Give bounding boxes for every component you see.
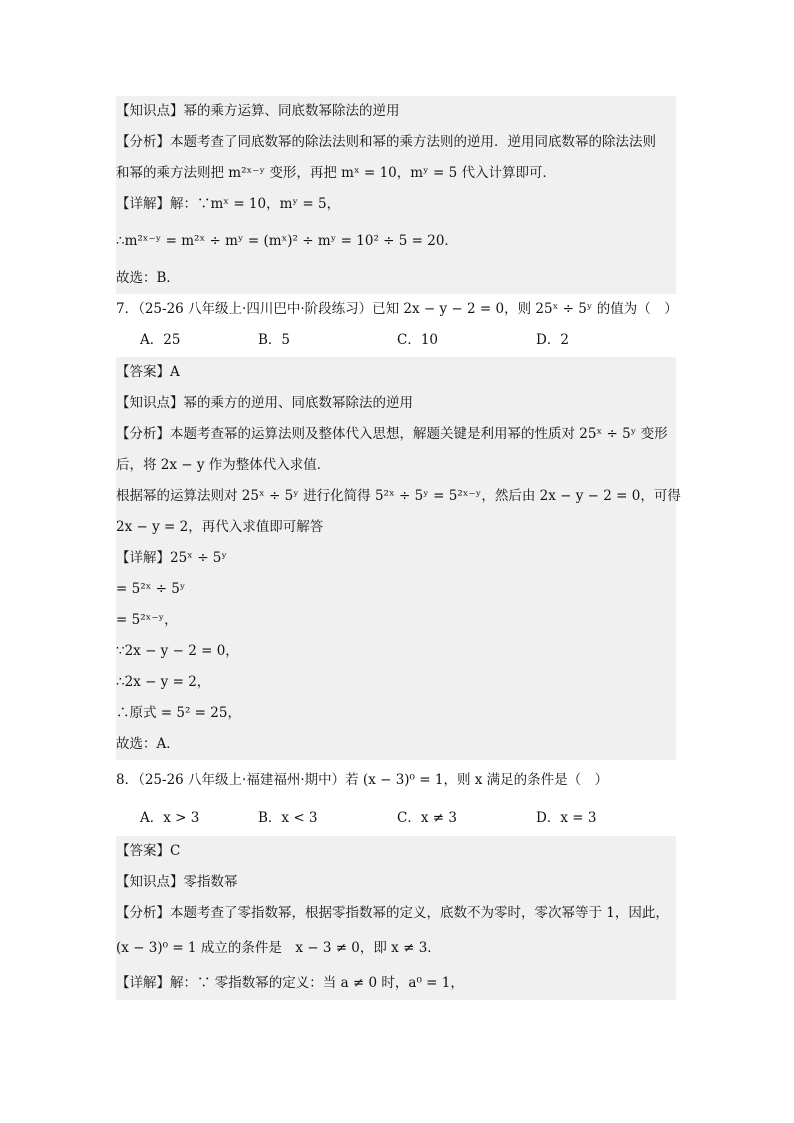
solution-line: 【详解】解：∵ 零指数幂的定义：当 a ≠ 0 时，a⁰ = 1， (116, 967, 676, 1000)
option-b: B．x < 3 (258, 810, 318, 826)
choice-line: 故选：A． (116, 729, 676, 760)
analysis-line: 【分析】本题考查了零指数幂，根据零指数幂的定义，底数不为零时，零次幂等于 1，因此， (116, 898, 676, 929)
solution-line: = 5²ˣ⁻ʸ， (116, 605, 676, 636)
solution-line: ∴m²ˣ⁻ʸ = m²ˣ ÷ mʸ = (mˣ)² ÷ mʸ = 10² ÷ 5 = 20． (116, 220, 676, 263)
analysis-line: 【分析】本题考查幂的运算法则及整体代入思想，解题关键是利用幂的性质对 25ˣ ÷ 5ʸ 变形 (116, 419, 676, 450)
analysis-line: 根据幂的运算法则对 25ˣ ÷ 5ʸ 进行化简得 5²ˣ ÷ 5ʸ = 5²ˣ⁻ʸ，然后由 2x − y − 2 = 0，可得 (116, 481, 676, 512)
answer-line: 【答案】A (116, 357, 676, 388)
question-7: 7．（25-26 八年级上·四川巴中·阶段练习）已知 2x − y − 2 = 0，则 25ˣ ÷ 5ʸ 的值为（ ） (116, 301, 678, 317)
solution-line: 【详解】25ˣ ÷ 5ʸ (116, 543, 676, 574)
option-b: B．5 (258, 332, 291, 348)
question-8: 8．（25-26 八年级上·福建福州·期中）若 (x − 3)⁰ = 1，则 x 满足的条件是（ ） (116, 772, 609, 788)
question-7-options (140, 325, 700, 356)
analysis-line: (x − 3)⁰ = 1 成立的条件是 x − 3 ≠ 0，即 x ≠ 3． (116, 929, 676, 967)
analysis-line: 【分析】本题考查了同底数幂的除法法则和幂的乘方法则的逆用．逆用同底数幂的除法法则 (116, 127, 676, 158)
analysis-line: 和幂的乘方法则把 m²ˣ⁻ʸ 变形，再把 mˣ = 10，mʸ = 5 代入计算即可． (116, 158, 676, 189)
answer-line: 【答案】C (116, 836, 676, 867)
solution-line: 【详解】解：∵mˣ = 10，mʸ = 5， (116, 189, 676, 220)
option-c: C．10 (397, 332, 439, 348)
option-c: C．x ≠ 3 (397, 810, 457, 826)
option-d: D．2 (536, 332, 569, 348)
knowledge-point-line: 【知识点】幂的乘方运算、同底数幂除法的逆用 (116, 96, 676, 127)
question-8-options (140, 803, 700, 834)
option-d: D．x = 3 (536, 810, 597, 826)
option-a: A．25 (140, 332, 181, 348)
choice-line: 故选：B． (116, 263, 676, 294)
analysis-line: 后，将 2x − y 作为整体代入求值． (116, 450, 676, 481)
analysis-line: 2x − y = 2，再代入求值即可解答 (116, 512, 676, 543)
option-a: A．x > 3 (140, 810, 200, 826)
knowledge-point-line: 【知识点】零指数幂 (116, 867, 676, 898)
solution-line: = 5²ˣ ÷ 5ʸ (116, 574, 676, 605)
solution-line: ∴2x − y = 2， (116, 667, 676, 698)
solution-line: ∵2x − y − 2 = 0， (116, 636, 676, 667)
solution-line: ∴原式 = 5² = 25， (116, 698, 676, 729)
knowledge-point-line: 【知识点】幂的乘方的逆用、同底数幂除法的逆用 (116, 388, 676, 419)
